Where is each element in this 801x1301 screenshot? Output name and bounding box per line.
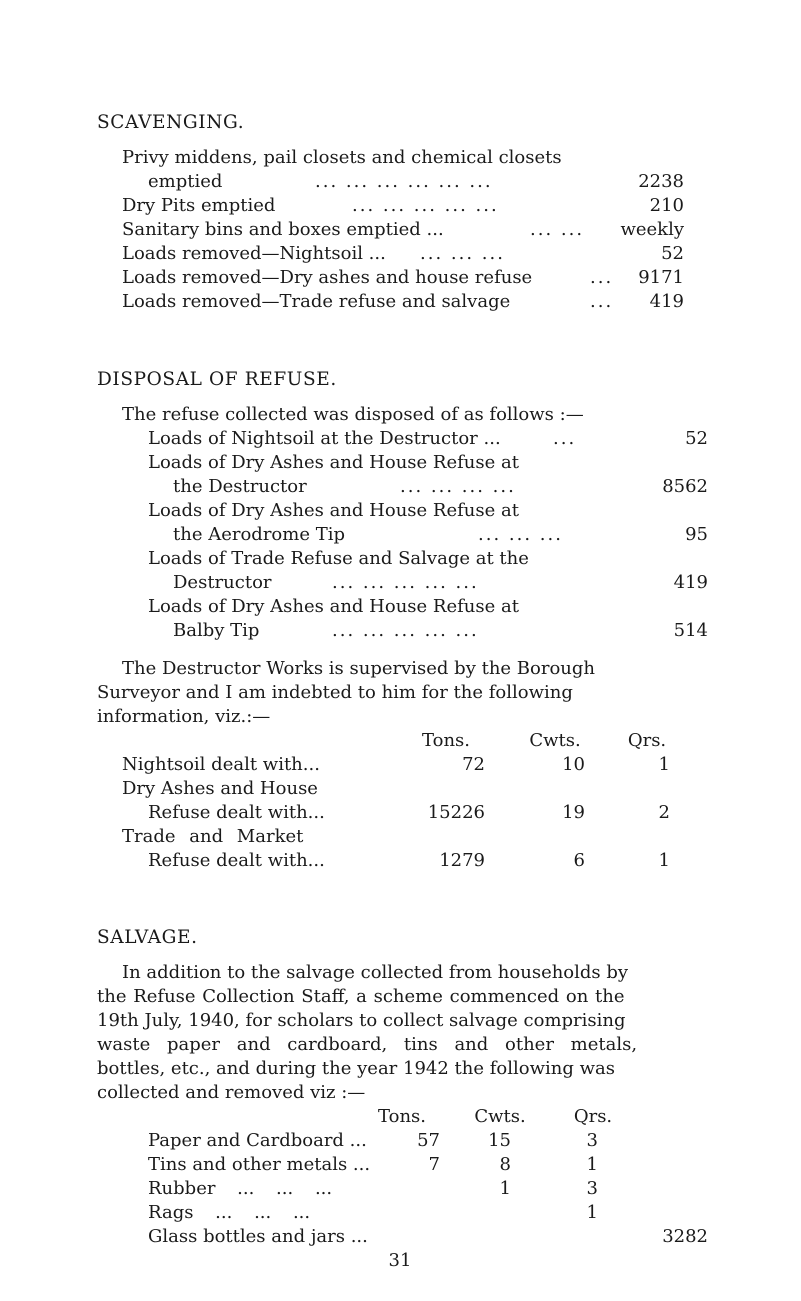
scavenging-row-6-dots: ... [590, 291, 614, 312]
salvage-paragraph-line4: waste paper and cardboard, tins and other metals, [97, 1034, 638, 1055]
disposal-table-row-3-qrs: 1 [658, 850, 670, 871]
disposal-paragraph-line2: Surveyor and I am indebted to him for the following [97, 682, 573, 703]
disposal-row-2-value: 8562 [662, 476, 708, 497]
disposal-row-4-line2: Destructor [173, 572, 272, 593]
scavenging-row-3-dots: ... ... [530, 219, 585, 240]
scavenging-row-5-dots: ... [590, 267, 614, 288]
disposal-table-row-3-tons: 1279 [439, 850, 485, 871]
salvage-table-row-5-label: Glass bottles and jars ... [148, 1226, 368, 1247]
disposal-row-3-line2: the Aerodrome Tip [173, 524, 345, 545]
salvage-table-row-1-tons: 57 [417, 1130, 440, 1151]
disposal-table-row-2-qrs: 2 [658, 802, 670, 823]
disposal-row-1-value: 52 [685, 428, 708, 449]
disposal-heading: DISPOSAL OF REFUSE. [97, 369, 337, 390]
salvage-table-row-2-cwts: 8 [499, 1154, 511, 1175]
scavenging-row-6-value: 419 [649, 291, 684, 312]
disposal-row-3-value: 95 [685, 524, 708, 545]
scavenging-row-1-value: 2238 [638, 171, 684, 192]
salvage-paragraph-line1: In addition to the salvage collected from households by [122, 962, 629, 983]
scavenging-row-1-label: emptied [148, 171, 223, 192]
disposal-paragraph-line1: The Destructor Works is supervised by the Borough [122, 658, 596, 679]
disposal-table-row-2-label-line1: Dry Ashes and House [122, 778, 318, 799]
salvage-table-row-1-qrs: 3 [586, 1130, 598, 1151]
scavenging-row-5-value: 9171 [638, 267, 684, 288]
scavenging-row-2-value: 210 [649, 195, 684, 216]
disposal-table-row-3-label-line2: Refuse dealt with... [148, 850, 325, 871]
disposal-table-row-2-label-line2: Refuse dealt with... [148, 802, 325, 823]
scavenging-row-1-line1: Privy middens, pail closets and chemical closets [122, 147, 562, 168]
scavenging-row-6-label: Loads removed—Trade refuse and salvage [122, 291, 511, 312]
scavenging-row-2-dots: ... ... ... ... ... [352, 195, 499, 216]
salvage-paragraph-line2: the Refuse Collection Staff, a scheme commenced on the [97, 986, 625, 1007]
salvage-table-row-3-cwts: 1 [499, 1178, 511, 1199]
salvage-table-row-2-qrs: 1 [586, 1154, 598, 1175]
scavenging-row-1-dots: ... ... ... ... ... ... [315, 171, 493, 192]
salvage-table-row-4-qrs: 1 [586, 1202, 598, 1223]
scavenging-row-4-label: Loads removed—Nightsoil ... [122, 243, 386, 264]
salvage-table-header-tons: Tons. [378, 1106, 426, 1127]
scavenging-row-4-dots: ... ... ... [420, 243, 505, 264]
salvage-table-row-2-label: Tins and other metals ... [148, 1154, 371, 1175]
scavenging-heading: SCAVENGING. [97, 112, 245, 133]
disposal-table-row-2-cwts: 19 [562, 802, 585, 823]
scavenging-row-3-label: Sanitary bins and boxes emptied ... [122, 219, 444, 240]
salvage-heading: SALVAGE. [97, 927, 198, 948]
disposal-table-row-1-cwts: 10 [562, 754, 585, 775]
disposal-row-1-line1: Loads of Nightsoil at the Destructor ... [148, 428, 501, 449]
scavenging-row-2-label: Dry Pits emptied [122, 195, 276, 216]
salvage-table-header-qrs: Qrs. [573, 1106, 613, 1127]
disposal-row-3-line1: Loads of Dry Ashes and House Refuse at [148, 500, 519, 521]
disposal-row-2-dots: ... ... ... ... [400, 476, 516, 497]
disposal-row-5-value: 514 [673, 620, 708, 641]
salvage-table-row-2-tons: 7 [428, 1154, 440, 1175]
disposal-table-row-2-tons: 15226 [427, 802, 485, 823]
disposal-row-4-value: 419 [673, 572, 708, 593]
scavenging-row-4-value: 52 [661, 243, 684, 264]
disposal-table-header-cwts: Cwts. [529, 730, 581, 751]
disposal-table-row-3-cwts: 6 [573, 850, 585, 871]
disposal-row-5-line2: Balby Tip [173, 620, 260, 641]
salvage-table-row-1-label: Paper and Cardboard ... [148, 1130, 367, 1151]
salvage-paragraph-line6: collected and removed viz :— [97, 1082, 366, 1103]
disposal-paragraph-line3: information, viz.:— [97, 706, 271, 727]
disposal-row-3-dots: ... ... ... [478, 524, 563, 545]
disposal-row-4-line1: Loads of Trade Refuse and Salvage at the [148, 548, 529, 569]
salvage-table-row-4-label: Rags ... ... ... [148, 1202, 311, 1223]
disposal-row-2-line1: Loads of Dry Ashes and House Refuse at [148, 452, 519, 473]
scavenging-row-5-label: Loads removed—Dry ashes and house refuse [122, 267, 533, 288]
disposal-row-4-dots: ... ... ... ... ... [332, 572, 479, 593]
page-number: 31 [388, 1250, 412, 1271]
salvage-table-row-1-cwts: 15 [488, 1130, 511, 1151]
disposal-row-5-dots: ... ... ... ... ... [332, 620, 479, 641]
disposal-row-1-dots: ... [553, 428, 577, 449]
salvage-paragraph-line3: 19th July, 1940, for scholars to collect salvage comprising [97, 1010, 626, 1031]
scavenging-row-3-value: weekly [620, 219, 684, 240]
disposal-table-header-qrs: Qrs. [627, 730, 667, 751]
disposal-table-row-1-tons: 72 [462, 754, 485, 775]
salvage-table-row-5-value: 3282 [662, 1226, 708, 1247]
salvage-table-row-3-label: Rubber ... ... ... [148, 1178, 333, 1199]
salvage-paragraph-line5: bottles, etc., and during the year 1942 the following was [97, 1058, 615, 1079]
disposal-intro: The refuse collected was disposed of as follows :— [122, 404, 584, 425]
disposal-table-header-tons: Tons. [422, 730, 470, 751]
salvage-table-row-3-qrs: 3 [586, 1178, 598, 1199]
disposal-table-row-3-label-line1: Trade and Market [122, 826, 304, 847]
salvage-table-header-cwts: Cwts. [474, 1106, 526, 1127]
disposal-row-5-line1: Loads of Dry Ashes and House Refuse at [148, 596, 519, 617]
disposal-table-row-1-label: Nightsoil dealt with... [122, 754, 320, 775]
disposal-table-row-1-qrs: 1 [658, 754, 670, 775]
disposal-row-2-line2: the Destructor [173, 476, 307, 497]
